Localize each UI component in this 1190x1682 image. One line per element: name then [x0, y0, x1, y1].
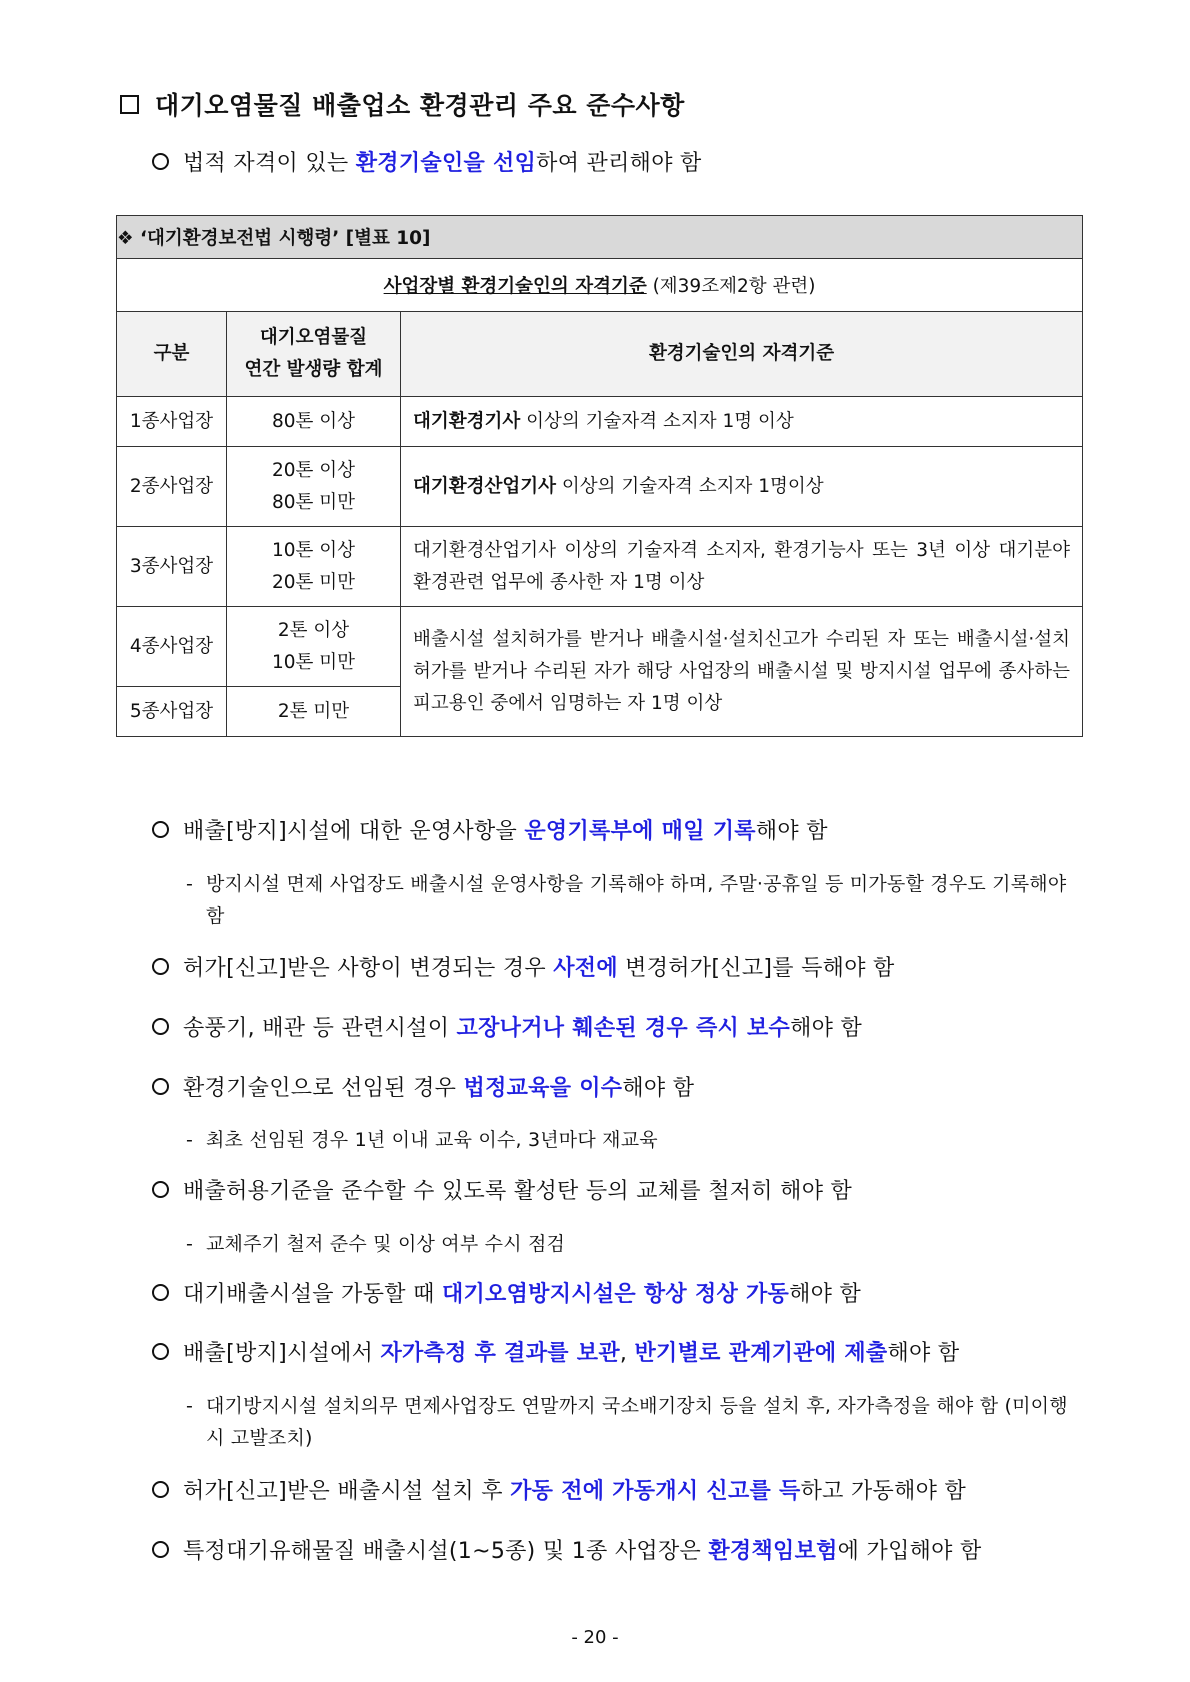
table-title-note: (제39조제2항 관련): [646, 276, 816, 297]
table-row: 5종사업장 2톤 미만: [117, 687, 1083, 737]
table-caption: ❖ ‘대기환경보전법 시행령’ [별표 10]: [117, 216, 1083, 259]
circle-bullet-icon: [152, 1284, 169, 1301]
section-heading: 대기오염물질 배출업소 환경관리 주요 준수사항: [120, 86, 685, 122]
bullet-1: 법적 자격이 있는 환경기술인을 선임하여 관리해야 함: [152, 146, 702, 177]
bullet-10: 특정대기유해물질 배출시설(1~5종) 및 1종 사업장은 환경책임보험에 가입해야 함: [152, 1534, 982, 1565]
circle-bullet-icon: [152, 1181, 169, 1198]
circle-bullet-icon: [152, 958, 169, 975]
table-title-row: [117, 259, 1083, 312]
sub-item-5: - 최초 선임된 경우 1년 이내 교육 이수, 3년마다 재교육: [186, 1129, 658, 1151]
bullet-7: 대기배출시설을 가동할 때 대기오염방지시설은 항상 정상 가동해야 함: [152, 1277, 861, 1308]
table-row: 2종사업장 20톤 이상 80톤 미만 대기환경산업기사 이상의 기술자격 소지자 1명이상: [117, 447, 1083, 527]
circle-bullet-icon: [152, 1018, 169, 1035]
sub-item-2: - 방지시설 면제 사업장도 배출시설 운영사항을 기록해야 하며, 주말·공휴일 등 미가동할 경우도 기록해야 함: [186, 873, 1067, 927]
table-row: 4종사업장 2톤 이상 10톤 미만 배출시설 설치허가를 받거나 배출시설·설치신고가 수리된 자 또는 배출시설·설치허가를 받거나 수리된 자가 해당 사업장의 배출시설 및 방지시설 업무에 종사하는 피고용인 중에서 임명하는 자 1명 이상: [117, 607, 1083, 687]
bullet-6: 배출허용기준을 준수할 수 있도록 활성탄 등의 교체를 철저히 해야 함: [152, 1174, 852, 1205]
table-title: 사업장별 환경기술인의 자격기준: [383, 276, 647, 297]
circle-bullet-icon: [152, 1078, 169, 1095]
bullet-3: 허가[신고]받은 사항이 변경되는 경우 사전에 변경허가[신고]를 득해야 함: [152, 951, 895, 982]
qualification-table: [116, 215, 1083, 737]
table-row: 1종사업장 80톤 이상 대기환경기사 이상의 기술자격 소지자 1명 이상: [117, 397, 1083, 447]
table-caption-bar: [117, 216, 1083, 259]
bullet-2: 배출[방지]시설에 대한 운영사항을 운영기록부에 매일 기록해야 함: [152, 814, 828, 845]
header-amount: 대기오염물질 연간 발생량 합계: [227, 312, 401, 397]
bullet-8: 배출[방지]시설에서 자가측정 후 결과를 보관, 반기별로 관계기관에 제출해야 함: [152, 1336, 959, 1367]
page-number: - 20 -: [571, 1627, 619, 1648]
bullet-9: 허가[신고]받은 배출시설 설치 후 가동 전에 가동개시 신고를 득하고 가동해야 함: [152, 1474, 966, 1505]
bullet-4: 송풍기, 배관 등 관련시설이 고장나거나 훼손된 경우 즉시 보수해야 함: [152, 1011, 862, 1042]
table-row: 3종사업장 10톤 이상 20톤 미만 대기환경산업기사 이상의 기술자격 소지자, 환경기능사 또는 3년 이상 대기분야 환경관련 업무에 종사한 자 1명 이상: [117, 527, 1083, 607]
bullet-5: 환경기술인으로 선임된 경우 법정교육을 이수해야 함: [152, 1071, 694, 1102]
circle-bullet-icon: [152, 1541, 169, 1558]
table-header-row: [117, 312, 1083, 397]
header-category: 구분: [117, 312, 227, 397]
circle-bullet-icon: [152, 1343, 169, 1360]
sub-item-6: - 교체주기 철저 준수 및 이상 여부 수시 점검: [186, 1233, 566, 1255]
checkbox-square-icon: [120, 95, 139, 114]
sub-item-8: - 대기방지시설 설치의무 면제사업장도 연말까지 국소배기장치 등을 설치 후, 자가측정을 해야 함 (미이행 시 고발조치): [186, 1395, 1068, 1449]
circle-bullet-icon: [152, 1481, 169, 1498]
circle-bullet-icon: [152, 821, 169, 838]
circle-bullet-icon: [152, 153, 169, 170]
header-qualification: 환경기술인의 자격기준: [401, 312, 1083, 397]
